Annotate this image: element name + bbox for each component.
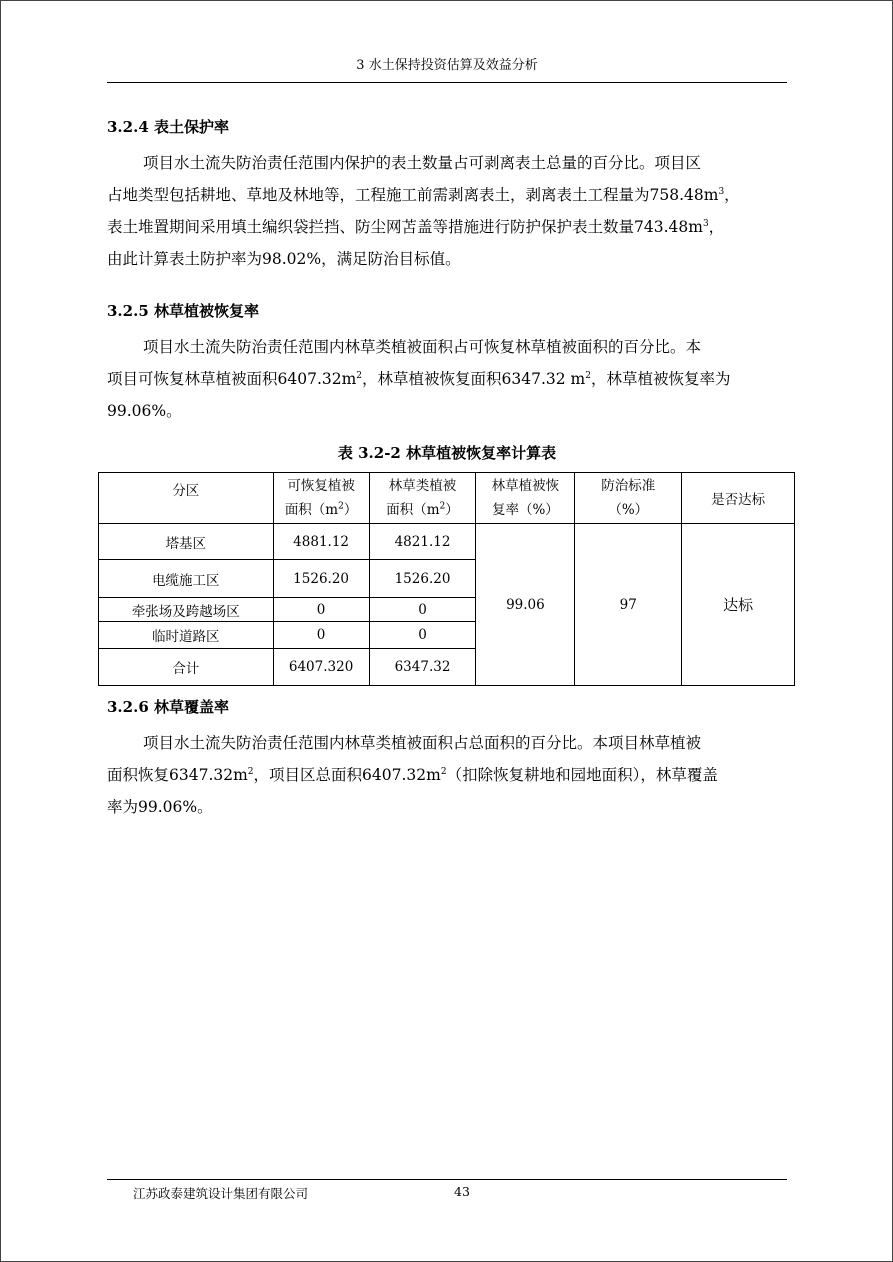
text-line: 99.06%。: [107, 402, 182, 420]
cell-restorable-area: 4881.12: [273, 524, 369, 560]
cell-restorable-area: 0: [273, 622, 369, 649]
header-cell-restorable-area: 可恢复植被 面积$(m^2)$: [273, 473, 369, 524]
cell-zone: 电缆施工区: [99, 560, 274, 598]
text-line: 率为99.06%。: [107, 798, 213, 816]
section-3-2-6-body: [107, 727, 787, 823]
text-line: 面积恢复$6347.32m^2$，项目区总面积$6407.32m^2$（扣除恢复耕地和园地面积），林草覆盖: [107, 766, 718, 784]
table-caption: 表 3.2-2 林草植被恢复率计算表: [337, 444, 557, 462]
section-3-2-4-body: [107, 147, 787, 275]
recovery-rate-table: [98, 472, 795, 686]
cell-recovery-rate: 99.06: [476, 524, 575, 686]
header-cell-standard: 防治标准 （%）: [575, 473, 682, 524]
text-line: 项目可恢复林草植被面积$6407.32m^2$，林草植被恢复面积6347.32 $m^2$，林草植被恢复率为: [107, 370, 731, 388]
cell-vegetation-area: 6347.32: [369, 649, 476, 686]
cell-restorable-area: 0: [273, 598, 369, 622]
section-heading-3-2-6: 3.2.6 林草覆盖率: [107, 698, 229, 716]
section-3-2-5-body: [107, 331, 787, 427]
cell-zone: 牵张场及跨越场区: [99, 598, 274, 622]
text-line: 占地类型包括耕地、草地及林地等，工程施工前需剥离表土，剥离表土工程量为$758.48m^3$，: [107, 186, 740, 204]
text-line: 项目水土流失防治责任范围内林草类植被面积占可恢复林草植被面积的百分比。本: [143, 338, 702, 356]
header-cell-vegetation-area: 林草类植被 面积$(m^2)$: [369, 473, 476, 524]
text-line: 表土堆置期间采用填土编织袋拦挡、防尘网苫盖等措施进行防护保护表土数量$743.48m^3$，: [107, 218, 725, 236]
cell-compliance: 达标: [682, 524, 795, 686]
section-heading-3-2-4: 3.2.4 表土保护率: [107, 118, 229, 136]
table-header-row: [99, 473, 795, 524]
cell-standard: 97: [575, 524, 682, 686]
header-cell-zone: 分区: [99, 473, 274, 524]
section-heading-3-2-5: 3.2.5 林草植被恢复率: [107, 302, 259, 320]
cell-vegetation-area: 0: [369, 622, 476, 649]
cell-zone: 临时道路区: [99, 622, 274, 649]
footer-company: 江苏政泰建筑设计集团有限公司: [133, 1186, 309, 1201]
text-line: 由此计算表土防护率为98.02%，满足防治目标值。: [107, 250, 461, 268]
header-cell-compliance: 是否达标: [682, 473, 795, 524]
cell-zone: 合计: [99, 649, 274, 686]
page-number: 43: [454, 1184, 470, 1199]
cell-zone: 塔基区: [99, 524, 274, 560]
cell-vegetation-area: 1526.20: [369, 560, 476, 598]
running-header: 3 水土保持投资估算及效益分析: [356, 58, 538, 73]
header-rule: [107, 82, 787, 83]
text-line: 项目水土流失防治责任范围内林草类植被面积占总面积的百分比。本项目林草植被: [143, 734, 702, 752]
footer-rule: [107, 1179, 787, 1180]
cell-restorable-area: 6407.320: [273, 649, 369, 686]
cell-vegetation-area: 0: [369, 598, 476, 622]
header-cell-recovery-rate: 林草植被恢 复率（%）: [476, 473, 575, 524]
text-line: 项目水土流失防治责任范围内保护的表土数量占可剥离表土总量的百分比。项目区: [143, 154, 702, 172]
cell-restorable-area: 1526.20: [273, 560, 369, 598]
table-row: [99, 524, 795, 560]
cell-vegetation-area: 4821.12: [369, 524, 476, 560]
